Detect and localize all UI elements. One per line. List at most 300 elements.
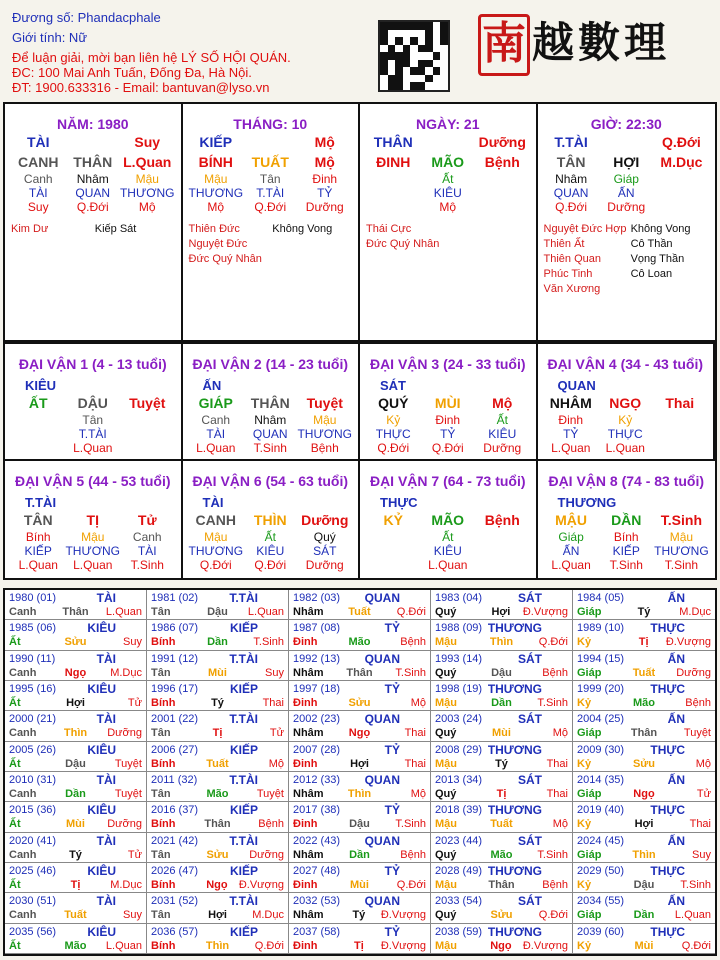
year-cell	[573, 863, 715, 893]
year-god: THƯƠNG	[487, 742, 542, 757]
dai-van-hidden-god-cell: KIÊU	[433, 544, 462, 558]
year-god: KIÊU	[87, 864, 116, 878]
year-cell	[147, 893, 289, 923]
year-branch: Thân	[630, 727, 658, 740]
pillar-hidden-god-cell: ẤN	[617, 186, 635, 200]
pillar-hidden-cell: Tân	[259, 172, 281, 186]
year-stem: Tân	[151, 606, 171, 618]
year-cell	[147, 742, 289, 772]
dai-van-hidden-cell: Mậu	[669, 530, 694, 544]
pillar-hidden-god-cell	[475, 186, 530, 200]
year-label: 1986 (07)	[151, 622, 199, 635]
year-row	[151, 605, 284, 619]
dai-van-main-cell: NHÂM	[549, 395, 592, 411]
dai-van-hidden-cell	[11, 413, 66, 427]
year-branch: Dậu	[207, 606, 228, 618]
year-branch: Thìn	[63, 727, 88, 740]
dai-van-hidden-cell: Ất	[264, 530, 276, 544]
year-label: 2020 (41)	[9, 834, 57, 847]
dai-van-stage	[366, 558, 530, 572]
dai-van-hidden-god-cell: KIẾP	[24, 544, 52, 558]
year-stem: Canh	[9, 727, 37, 740]
dai-van-god: T.TÀI	[25, 495, 57, 510]
year-stem: Tân	[151, 909, 171, 922]
dai-van-6	[183, 461, 361, 578]
pillar-top-cell	[421, 132, 476, 152]
pillar-top	[189, 132, 353, 152]
logo-text: 越數理	[532, 18, 671, 67]
year-branch: Tý	[69, 848, 82, 861]
dai-van-hidden-god-cell	[475, 544, 530, 558]
year-stem: Quý	[435, 666, 457, 679]
dai-van-hidden-cell: Quý	[313, 530, 336, 544]
year-stage: Tử	[696, 788, 711, 800]
year-god: T.TÀI	[229, 591, 258, 605]
dai-van-main-cell: MẬU	[555, 512, 588, 528]
year-stem: Nhâm	[293, 788, 324, 800]
year-stem: Giáp	[577, 909, 602, 922]
year-stage: M.Dục	[252, 909, 284, 922]
pillar-hidden-god-cell	[654, 186, 709, 200]
year-row	[435, 848, 568, 862]
year-label: 1982 (03)	[293, 592, 341, 604]
year-stem: Quý	[435, 788, 457, 800]
year-row	[577, 605, 711, 619]
year-header	[293, 591, 426, 605]
dai-van-stage	[544, 558, 710, 572]
dai-van-hidden	[189, 530, 353, 544]
dai-van-hidden	[366, 413, 530, 427]
pillar-stage	[189, 200, 353, 214]
year-header	[435, 743, 568, 757]
dai-van-hidden-god	[366, 427, 530, 441]
year-branch: Dậu	[491, 666, 512, 679]
dai-van-god: THƯƠNG	[557, 495, 617, 510]
year-label: 2027 (48)	[293, 865, 341, 877]
dai-van-stage-cell: L.Quan	[605, 441, 645, 455]
year-stage: Bệnh	[685, 697, 711, 709]
year-label: 2004 (25)	[577, 713, 625, 726]
pillar-stage-cell: Dưỡng	[305, 200, 344, 214]
dai-van-hidden-cell: Ất	[442, 530, 454, 544]
year-cell	[147, 772, 289, 802]
dai-van-hidden-cell: Bính	[613, 530, 639, 544]
year-cell	[573, 802, 715, 832]
year-label: 2011 (32)	[151, 774, 198, 786]
year-cell	[147, 651, 289, 681]
year-stage: T.Sinh	[395, 818, 426, 831]
star-label: Nguyệt Đức Hợp	[543, 223, 627, 235]
pillar-main-cell: TUẤT	[251, 154, 289, 170]
year-label: 1980 (01)	[9, 592, 57, 604]
pillar-top-cell: KIẾP	[199, 134, 233, 150]
year-god: TÀI	[96, 712, 116, 727]
pillar-hidden-god-cell: THƯƠNG	[188, 186, 244, 200]
pillar-top-cell	[243, 132, 298, 152]
year-row	[435, 605, 568, 619]
year-header	[151, 652, 284, 666]
year-stage: M.Dục	[110, 666, 142, 679]
pillar-hidden-cell: Đinh	[312, 172, 338, 186]
pillar-stars	[11, 222, 175, 237]
year-header	[577, 652, 711, 666]
year-stem: Bính	[151, 818, 176, 831]
year-stem: Giáp	[577, 788, 602, 800]
year-branch: Mão	[490, 848, 513, 861]
year-stem: Mậu	[435, 636, 457, 649]
year-god: TÀI	[96, 833, 116, 848]
pillar-stars	[189, 222, 353, 267]
year-god: ẤN	[667, 591, 685, 605]
year-label: 2006 (27)	[151, 743, 199, 756]
year-branch: Ngọ	[490, 939, 512, 952]
year-stem: Canh	[9, 848, 37, 861]
dai-van-hidden-cell: Giáp	[558, 530, 584, 544]
dai-van-3	[360, 344, 538, 461]
year-row	[9, 726, 142, 740]
year-stem: Nhâm	[293, 666, 324, 679]
year-god: THỰC	[650, 924, 685, 939]
year-branch: Mùi	[66, 818, 85, 831]
dai-van-hidden	[11, 530, 175, 544]
year-cell	[147, 863, 289, 893]
year-stage: L.Quan	[674, 909, 711, 922]
year-cell	[289, 772, 431, 802]
year-row	[9, 908, 142, 922]
year-stage: L.Quan	[105, 939, 142, 952]
year-god: TÀI	[96, 651, 116, 666]
year-branch: Dần	[65, 788, 86, 800]
owner-name: Đương số: Phandacphale	[12, 10, 161, 25]
year-stage: Suy	[123, 636, 142, 649]
year-stage: Suy	[692, 848, 711, 861]
pillar-top-cell: TÀI	[26, 134, 50, 150]
year-stage: Dưỡng	[107, 818, 142, 831]
pillar-stage-cell: Mộ	[439, 200, 457, 214]
star-label: Cô Loan	[630, 268, 673, 280]
year-label: 1996 (17)	[151, 683, 199, 695]
year-god: QUAN	[364, 712, 400, 727]
dai-van-grid	[3, 342, 717, 580]
year-stage: Bệnh	[542, 666, 568, 679]
dai-van-stage-cell	[120, 441, 175, 455]
dai-van-main	[189, 393, 353, 413]
year-row	[293, 848, 426, 862]
pillar-top-cell: THÂN	[373, 134, 413, 150]
year-row	[151, 635, 284, 649]
year-cell	[5, 772, 147, 802]
star-label: Cô Thần	[630, 238, 673, 250]
year-label: 2022 (43)	[293, 834, 341, 847]
year-stage: Đ.Vượng	[522, 606, 568, 618]
year-row	[293, 605, 426, 619]
year-stage: Mộ	[552, 818, 568, 831]
year-stage: Bệnh	[258, 818, 284, 831]
year-cell	[147, 681, 289, 711]
year-row	[293, 635, 426, 649]
dai-van-hidden	[544, 413, 708, 427]
year-stage: Suy	[123, 909, 142, 922]
year-row	[9, 878, 142, 892]
dai-van-hidden-god-cell: TÀI	[137, 544, 157, 558]
year-stem: Giáp	[577, 666, 602, 679]
year-row	[9, 666, 142, 680]
year-cell	[5, 711, 147, 741]
year-label: 1997 (18)	[293, 683, 341, 695]
year-row	[151, 848, 284, 862]
dai-van-stage-cell: Dưỡng	[305, 558, 344, 572]
pillar-stage-cell: Q.Đới	[254, 200, 287, 214]
dai-van-title: ĐẠI VẬN 6 (54 - 63 tuổi)	[192, 473, 349, 489]
dai-van-stage-cell: L.Quan	[551, 558, 591, 572]
year-header	[293, 894, 426, 908]
year-stage: Dưỡng	[676, 666, 711, 679]
year-label: 2005 (26)	[9, 743, 57, 756]
dai-van-stage-cell	[366, 558, 421, 572]
pillar-1	[5, 104, 183, 340]
dai-van-main-cell: DẦN	[611, 512, 642, 528]
pillar-hidden-cell: Nhâm	[555, 172, 588, 186]
dai-van-stage-cell: Q.Đới	[377, 441, 410, 455]
year-stem: Nhâm	[293, 909, 324, 922]
pillar-top-cell: Suy	[134, 134, 161, 150]
year-god: TÀI	[96, 894, 116, 909]
year-row	[9, 848, 142, 862]
star-label: Đức Quý Nhân	[366, 238, 440, 250]
year-branch: Sửu	[632, 757, 655, 770]
year-label: 1993 (14)	[435, 652, 483, 665]
year-god: SÁT	[518, 712, 542, 727]
year-cell	[5, 863, 147, 893]
year-stage: Mộ	[552, 727, 568, 740]
year-row	[9, 787, 142, 801]
pillar-stage-cell: Q.Đới	[555, 200, 588, 214]
dai-van-hidden-cell: Đinh	[435, 413, 461, 427]
year-stem: Nhâm	[293, 848, 324, 861]
pillar-title: NĂM: 1980	[56, 116, 129, 132]
dai-van-main-cell: KỶ	[383, 512, 403, 528]
year-header	[9, 925, 142, 939]
year-cell	[573, 651, 715, 681]
year-cell	[5, 681, 147, 711]
dai-van-stage	[11, 558, 175, 572]
year-god: KIẾP	[229, 682, 258, 696]
year-header	[9, 621, 142, 635]
year-branch: Mão	[632, 697, 655, 709]
pillar-2	[183, 104, 361, 340]
dai-van-stage-cell	[11, 441, 66, 455]
year-cell	[431, 590, 573, 620]
year-header	[293, 834, 426, 848]
year-cell	[5, 833, 147, 863]
star-label	[631, 282, 709, 297]
year-stage: Thai	[546, 788, 568, 800]
year-stage: Q.Đới	[254, 939, 284, 952]
year-branch: Thìn	[205, 939, 230, 952]
dai-van-hidden-cell: Ất	[496, 413, 508, 427]
year-header	[293, 712, 426, 726]
year-row	[435, 817, 568, 831]
dai-van-hidden-god-cell: KIẾP	[612, 544, 640, 558]
dai-van-hidden-god	[189, 544, 353, 558]
year-label: 2009 (30)	[577, 743, 625, 756]
year-label: 2023 (44)	[435, 834, 483, 847]
year-god: KIÊU	[87, 803, 116, 818]
year-row	[151, 908, 284, 922]
year-cell	[431, 681, 573, 711]
year-header	[9, 894, 142, 908]
year-label: 2018 (39)	[435, 804, 483, 817]
year-god: T.TÀI	[229, 833, 258, 848]
year-header	[151, 864, 284, 878]
year-stage: Q.Đới	[396, 606, 426, 618]
pillar-stage-cell	[654, 200, 709, 214]
year-row	[577, 848, 711, 862]
year-label: 2033 (54)	[435, 895, 483, 908]
year-header	[9, 591, 142, 605]
pillar-stage	[11, 200, 175, 214]
year-god: THƯƠNG	[487, 864, 542, 878]
year-branch: Mùi	[492, 727, 511, 740]
year-header	[293, 925, 426, 939]
year-label: 2024 (45)	[577, 834, 625, 847]
year-branch: Thìn	[489, 636, 514, 649]
year-stage: L.Quan	[247, 606, 284, 618]
year-branch: Tuất	[348, 606, 371, 618]
pillar-main-cell: BÍNH	[198, 154, 233, 170]
year-label: 2017 (38)	[293, 804, 341, 817]
year-row	[435, 635, 568, 649]
year-stem: Ất	[9, 697, 21, 709]
year-cell	[147, 711, 289, 741]
year-stem: Kỷ	[577, 697, 592, 709]
year-stem: Ất	[9, 818, 21, 831]
year-stage: Tuyệt	[683, 727, 711, 740]
year-god: THỰC	[650, 803, 685, 818]
year-row	[435, 787, 568, 801]
pillar-stage	[544, 200, 710, 214]
year-stem: Mậu	[435, 939, 457, 952]
year-god: QUAN	[364, 651, 400, 666]
year-header	[293, 682, 426, 696]
pillar-hidden-cell: Mậu	[204, 172, 228, 186]
year-god: TÀI	[96, 591, 116, 605]
pillar-main	[544, 152, 710, 172]
year-stage: Thai	[689, 818, 711, 831]
dai-van-title: ĐẠI VẬN 8 (74 - 83 tuổi)	[548, 473, 705, 489]
year-branch: Thìn	[347, 788, 372, 800]
dai-van-hidden-god-cell	[653, 427, 708, 441]
year-god: T.TÀI	[229, 712, 258, 727]
year-stem: Bính	[151, 879, 176, 891]
year-header	[577, 834, 711, 848]
year-header	[9, 864, 142, 878]
pillar-hidden	[189, 172, 353, 186]
pillar-main-cell: M.Dục	[660, 154, 703, 170]
year-cell	[289, 742, 431, 772]
dai-van-hidden-cell: Canh	[201, 413, 231, 427]
dai-van-main-cell: Thai	[665, 395, 695, 411]
year-cell	[573, 681, 715, 711]
year-stem: Đinh	[293, 818, 318, 831]
year-stage: Thai	[404, 727, 426, 740]
year-label: 2000 (21)	[9, 713, 57, 726]
year-header	[9, 652, 142, 666]
pillar-stage-cell: Dưỡng	[607, 200, 646, 214]
year-label: 2029 (50)	[577, 865, 625, 877]
year-label: 1994 (15)	[577, 652, 625, 665]
year-row	[435, 757, 568, 771]
year-label: 2034 (55)	[577, 895, 625, 908]
year-row	[577, 787, 711, 801]
year-label: 2002 (23)	[293, 713, 341, 726]
year-god: SÁT	[518, 591, 542, 605]
year-branch: Ngọ	[206, 879, 228, 891]
year-row	[293, 726, 426, 740]
year-header	[293, 652, 426, 666]
dai-van-hidden-cell: Nhâm	[254, 413, 287, 427]
year-stem: Mậu	[435, 757, 457, 770]
star-label: Vọng Thần	[630, 253, 685, 265]
year-cell	[289, 863, 431, 893]
year-label: 2037 (58)	[293, 925, 341, 938]
year-stem: Kỷ	[577, 939, 592, 952]
year-stem: Nhâm	[293, 606, 324, 618]
dai-van-stage-cell: T.Sinh	[609, 558, 643, 572]
year-row	[435, 878, 568, 892]
year-stem: Bính	[151, 939, 176, 952]
year-label: 2021 (42)	[151, 834, 199, 847]
year-cell	[147, 924, 289, 954]
dai-van-hidden-god-cell: THỰC	[375, 427, 411, 441]
year-stage: Đ.Vượng	[665, 636, 711, 649]
year-label: 2032 (53)	[293, 895, 341, 908]
year-header	[151, 803, 284, 817]
year-label: 2030 (51)	[9, 895, 57, 908]
year-cell	[431, 772, 573, 802]
dai-van-stage-cell	[653, 441, 708, 455]
star-label: Thiên Quan	[543, 253, 601, 265]
dai-van-title: ĐẠI VẬN 7 (64 - 73 tuổi)	[369, 473, 526, 489]
dai-van-hidden-cell: Kỷ	[386, 413, 401, 427]
year-stage: T.Sinh	[395, 666, 426, 679]
year-stem: Kỷ	[577, 757, 592, 770]
year-header	[9, 712, 142, 726]
pillar-title: GIỜ: 22:30	[590, 116, 662, 132]
pillar-stage-cell	[366, 200, 421, 214]
year-row	[435, 696, 568, 710]
pillar-hidden-god-cell: THƯƠNG	[119, 186, 175, 200]
dai-van-stage-cell: T.Sinh	[253, 441, 287, 455]
year-cell	[431, 833, 573, 863]
year-header	[577, 864, 711, 878]
year-row	[151, 787, 284, 801]
year-stage: Đ.Vượng	[238, 879, 284, 891]
year-cell	[431, 893, 573, 923]
dai-van-4	[538, 344, 716, 461]
year-row	[577, 696, 711, 710]
year-cell	[289, 590, 431, 620]
star-label: Nguyệt Đức	[188, 238, 248, 250]
year-stem: Quý	[435, 606, 457, 618]
year-label: 2010 (31)	[9, 774, 57, 786]
year-branch: Tuất	[632, 666, 656, 679]
year-branch: Dậu	[349, 818, 370, 831]
year-branch: Hợi	[491, 606, 511, 618]
pillar-hidden-god	[366, 186, 530, 200]
luu-nien-grid	[3, 588, 717, 956]
year-stem: Quý	[435, 909, 457, 922]
